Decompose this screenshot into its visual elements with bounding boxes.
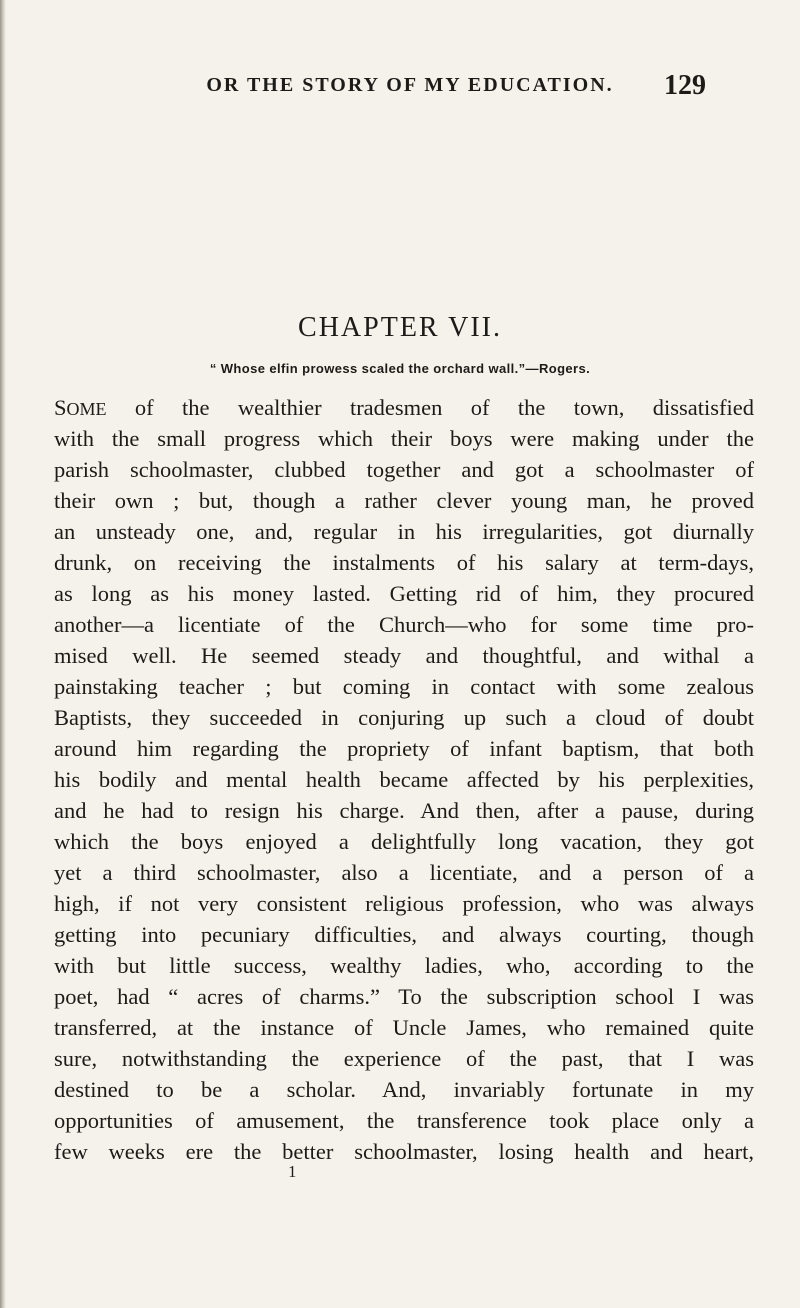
text-line: around him regarding the propriety of infant baptism, that both	[54, 736, 754, 761]
text-line: few weeks ere the better schoolmaster, losing health and heart,	[54, 1139, 754, 1164]
text-line: his bodily and mental health became affected by his perplexities,	[54, 767, 754, 792]
text-line: as long as his money lasted. Getting rid of him, they procured	[54, 581, 754, 606]
text-line: sure, notwithstanding the experience of the past, that I was	[54, 1046, 754, 1071]
text-line: with the small progress which their boys were making under the	[54, 426, 754, 451]
signature-mark: 1	[288, 1162, 297, 1181]
text-line: getting into pecuniary difficulties, and always courting, though	[54, 922, 754, 947]
text-line: Baptists, they succeeded in conjuring up such a cloud of doubt	[54, 705, 754, 730]
text-line-1	[54, 392, 754, 423]
text-line: yet a third schoolmaster, also a licentiate, and a person of a	[54, 860, 754, 885]
text-line: mised well. He seemed steady and thoughtful, and withal a	[54, 643, 754, 668]
text-line: destined to be a scholar. And, invariably fortunate in my	[54, 1077, 754, 1102]
body-text	[54, 392, 754, 1167]
chapter-epigraph: “ Whose elfin prowess scaled the orchard wall.”—Rogers.	[209, 361, 591, 376]
chapter-title: CHAPTER VII.	[298, 312, 502, 343]
text-line: another—a licentiate of the Church—who for some time pro-	[54, 612, 754, 637]
page-gutter-edge	[0, 0, 6, 1308]
text-line: high, if not very consistent religious profession, who was always	[54, 891, 754, 916]
text-line: an unsteady one, and, regular in his irregularities, got diurnally	[54, 519, 754, 544]
text-line-1-rest: of the wealthier tradesmen of the town, dissatisfied	[106, 395, 754, 420]
running-head: OR THE STORY OF MY EDUCATION.	[206, 74, 614, 96]
page-number: 129	[664, 70, 706, 101]
text-line: poet, had “ acres of charms.” To the subscription school I was	[54, 984, 754, 1009]
text-line: which the boys enjoyed a delightfully long vacation, they got	[54, 829, 754, 854]
small-caps-rest: OME	[66, 399, 107, 419]
text-line: opportunities of amusement, the transference took place only a	[54, 1108, 754, 1133]
small-caps-initial: S	[54, 395, 67, 420]
text-line: with but little success, wealthy ladies, who, according to the	[54, 953, 754, 978]
text-line: painstaking teacher ; but coming in contact with some zealous	[54, 674, 754, 699]
text-line: drunk, on receiving the instalments of his salary at term-days,	[54, 550, 754, 575]
text-line: parish schoolmaster, clubbed together and got a schoolmaster of	[54, 457, 754, 482]
text-line: their own ; but, though a rather clever young man, he proved	[54, 488, 754, 513]
text-line: and he had to resign his charge. And then, after a pause, during	[54, 798, 754, 823]
text-line: transferred, at the instance of Uncle James, who remained quite	[54, 1015, 754, 1040]
